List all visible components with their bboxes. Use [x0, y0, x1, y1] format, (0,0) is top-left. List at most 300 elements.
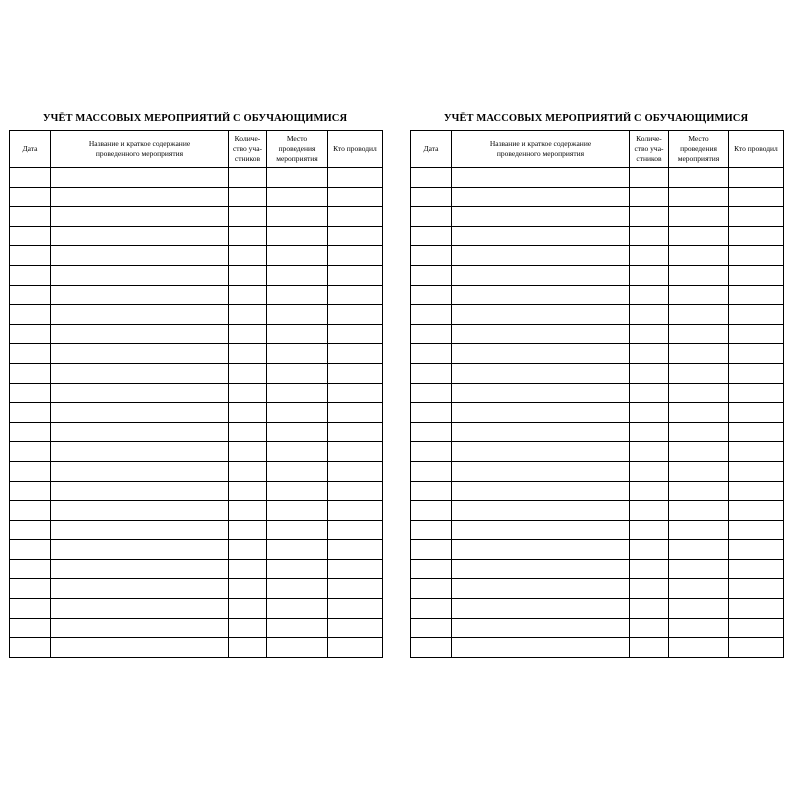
column-header-event-name: Название и краткое содержание проведенного мероприятия [452, 131, 630, 168]
table-cell [51, 638, 229, 658]
table-cell [452, 285, 630, 305]
table-cell [51, 207, 229, 227]
table-cell [411, 559, 452, 579]
table-row [10, 481, 383, 501]
table-cell [229, 187, 267, 207]
table-cell [669, 540, 729, 560]
table-cell [452, 559, 630, 579]
table-cell [452, 187, 630, 207]
table-cell [669, 481, 729, 501]
table-cell [328, 442, 383, 462]
table-cell [452, 442, 630, 462]
table-cell [51, 324, 229, 344]
table-cell [630, 187, 669, 207]
table-cell [669, 599, 729, 619]
table-cell [729, 344, 784, 364]
table-cell [452, 383, 630, 403]
table-cell [229, 265, 267, 285]
table-cell [411, 324, 452, 344]
table-cell [630, 168, 669, 188]
table-cell [328, 187, 383, 207]
table-cell [328, 638, 383, 658]
table-row [411, 265, 784, 285]
column-header-date: Дата [411, 131, 452, 168]
table-cell [328, 540, 383, 560]
table-cell [411, 638, 452, 658]
table-row [411, 168, 784, 188]
table-cell [229, 383, 267, 403]
table-cell [729, 599, 784, 619]
table-cell [729, 442, 784, 462]
column-header-date: Дата [10, 131, 51, 168]
table-cell [328, 461, 383, 481]
table-cell [452, 501, 630, 521]
table-cell [267, 403, 328, 423]
table-row [411, 305, 784, 325]
table-cell [267, 383, 328, 403]
table-cell [328, 618, 383, 638]
table-cell [229, 520, 267, 540]
table-cell [51, 559, 229, 579]
table-cell [229, 422, 267, 442]
table-cell [411, 383, 452, 403]
table-cell [411, 501, 452, 521]
table-row [10, 540, 383, 560]
table-cell [411, 305, 452, 325]
table-cell [10, 618, 51, 638]
table-cell [10, 638, 51, 658]
table-cell [669, 187, 729, 207]
table-cell [630, 305, 669, 325]
table-cell [328, 403, 383, 423]
table-cell [328, 265, 383, 285]
table-cell [729, 579, 784, 599]
table-cell [51, 383, 229, 403]
table-cell [51, 461, 229, 481]
table-cell [328, 422, 383, 442]
table-row [10, 344, 383, 364]
table-cell [669, 520, 729, 540]
table-cell [452, 403, 630, 423]
table-row [411, 579, 784, 599]
table-cell [229, 599, 267, 619]
table-row [411, 246, 784, 266]
table-cell [630, 207, 669, 227]
table-row [10, 305, 383, 325]
table-row [411, 442, 784, 462]
table-cell [452, 265, 630, 285]
table-cell [630, 618, 669, 638]
table-cell [229, 481, 267, 501]
table-cell [267, 638, 328, 658]
table-cell [630, 442, 669, 462]
table-cell [630, 579, 669, 599]
table-row [10, 501, 383, 521]
table-cell [669, 579, 729, 599]
table-cell [411, 422, 452, 442]
table-cell [729, 168, 784, 188]
table-cell [229, 246, 267, 266]
table-cell [229, 305, 267, 325]
table-cell [267, 501, 328, 521]
table-cell [328, 481, 383, 501]
table-cell [411, 520, 452, 540]
table-cell [452, 481, 630, 501]
table-cell [328, 226, 383, 246]
table-cell [10, 599, 51, 619]
table-cell [229, 344, 267, 364]
table-cell [10, 540, 51, 560]
column-header-location: Место проведения мероприятия [669, 131, 729, 168]
table-cell [10, 324, 51, 344]
table-cell [229, 285, 267, 305]
table-row [411, 207, 784, 227]
table-cell [630, 501, 669, 521]
table-cell [267, 559, 328, 579]
table-cell [267, 324, 328, 344]
table-cell [669, 403, 729, 423]
table-row [10, 559, 383, 579]
table-cell [669, 168, 729, 188]
table-cell [630, 324, 669, 344]
table-cell [10, 285, 51, 305]
table-row [10, 226, 383, 246]
table-cell [10, 579, 51, 599]
table-cell [452, 207, 630, 227]
table-cell [51, 226, 229, 246]
table-cell [630, 540, 669, 560]
table-cell [328, 285, 383, 305]
table-cell [411, 344, 452, 364]
table-cell [10, 442, 51, 462]
table-cell [630, 246, 669, 266]
table-cell [729, 638, 784, 658]
table-row [10, 265, 383, 285]
column-header-participants: Количе- ство уча- стников [229, 131, 267, 168]
table-cell [729, 383, 784, 403]
table-cell [729, 324, 784, 344]
table-cell [229, 618, 267, 638]
table-cell [729, 481, 784, 501]
table-cell [411, 599, 452, 619]
table-cell [229, 501, 267, 521]
table-cell [452, 344, 630, 364]
table-cell [729, 246, 784, 266]
table-cell [51, 285, 229, 305]
table-cell [328, 383, 383, 403]
table-cell [10, 520, 51, 540]
table-cell [669, 246, 729, 266]
table-cell [729, 501, 784, 521]
column-header-conducted-by: Кто проводил [729, 131, 784, 168]
table-row [411, 638, 784, 658]
table-cell [328, 520, 383, 540]
table-cell [729, 559, 784, 579]
table-cell [229, 559, 267, 579]
table-cell [411, 285, 452, 305]
table-cell [411, 187, 452, 207]
table-cell [411, 618, 452, 638]
table-cell [411, 246, 452, 266]
table-row [10, 638, 383, 658]
table-header-row [10, 131, 383, 168]
table-row [411, 344, 784, 364]
table-cell [411, 481, 452, 501]
table-cell [452, 246, 630, 266]
table-cell [630, 638, 669, 658]
table-row [10, 324, 383, 344]
table-cell [669, 618, 729, 638]
table-row [411, 226, 784, 246]
page-title: УЧЁТ МАССОВЫХ МЕРОПРИЯТИЙ С ОБУЧАЮЩИМИСЯ [443, 113, 749, 124]
table-row [10, 599, 383, 619]
table-cell [51, 246, 229, 266]
table-row [10, 285, 383, 305]
table-cell [669, 501, 729, 521]
table-cell [630, 461, 669, 481]
table-cell [10, 481, 51, 501]
table-cell [10, 305, 51, 325]
table-cell [267, 265, 328, 285]
table-cell [452, 226, 630, 246]
table-cell [10, 383, 51, 403]
table-row [411, 501, 784, 521]
table-cell [267, 285, 328, 305]
table-cell [669, 559, 729, 579]
table-cell [729, 187, 784, 207]
table-cell [267, 461, 328, 481]
table-cell [452, 638, 630, 658]
table-cell [452, 579, 630, 599]
table-cell [267, 363, 328, 383]
table-cell [51, 599, 229, 619]
table-row [10, 363, 383, 383]
table-cell [630, 265, 669, 285]
table-cell [729, 403, 784, 423]
table-cell [328, 501, 383, 521]
table-body [411, 168, 784, 658]
table-cell [729, 305, 784, 325]
column-header-participants: Количе- ство уча- стников [630, 131, 669, 168]
table-cell [328, 246, 383, 266]
table-cell [267, 540, 328, 560]
table-cell [51, 520, 229, 540]
table-cell [729, 207, 784, 227]
events-table [410, 130, 784, 658]
table-cell [328, 305, 383, 325]
table-cell [328, 324, 383, 344]
table-cell [229, 638, 267, 658]
table-cell [10, 168, 51, 188]
column-header-event-name: Название и краткое содержание проведенного мероприятия [51, 131, 229, 168]
table-cell [630, 344, 669, 364]
table-header-row [411, 131, 784, 168]
table-cell [669, 344, 729, 364]
table-cell [51, 344, 229, 364]
table-cell [411, 461, 452, 481]
table-cell [51, 481, 229, 501]
table-cell [229, 442, 267, 462]
table-row [10, 618, 383, 638]
table-cell [669, 285, 729, 305]
table-row [10, 520, 383, 540]
table-cell [630, 383, 669, 403]
table-cell [10, 265, 51, 285]
table-row [10, 422, 383, 442]
table-cell [10, 246, 51, 266]
table-cell [10, 363, 51, 383]
table-cell [630, 363, 669, 383]
table-row [411, 324, 784, 344]
table-cell [51, 442, 229, 462]
table-cell [630, 520, 669, 540]
table-cell [630, 226, 669, 246]
table-cell [51, 403, 229, 423]
table-cell [229, 579, 267, 599]
table-cell [630, 559, 669, 579]
table-cell [729, 422, 784, 442]
table-cell [267, 168, 328, 188]
table-cell [51, 305, 229, 325]
table-cell [229, 363, 267, 383]
table-cell [267, 579, 328, 599]
table-row [10, 168, 383, 188]
column-header-location: Место проведения мероприятия [267, 131, 328, 168]
table-cell [51, 168, 229, 188]
table-cell [267, 246, 328, 266]
table-cell [267, 618, 328, 638]
table-cell [630, 599, 669, 619]
table-row [411, 520, 784, 540]
table-cell [411, 207, 452, 227]
table-cell [229, 461, 267, 481]
table-cell [10, 461, 51, 481]
table-cell [229, 540, 267, 560]
table-cell [452, 324, 630, 344]
page-title: УЧЁТ МАССОВЫХ МЕРОПРИЯТИЙ С ОБУЧАЮЩИМИСЯ [42, 113, 348, 124]
table-cell [10, 207, 51, 227]
table-cell [229, 207, 267, 227]
column-header-conducted-by: Кто проводил [328, 131, 383, 168]
table-cell [452, 618, 630, 638]
table-row [411, 461, 784, 481]
table-cell [669, 265, 729, 285]
table-row [10, 383, 383, 403]
table-cell [267, 520, 328, 540]
table-row [411, 599, 784, 619]
table-cell [452, 305, 630, 325]
table-cell [51, 363, 229, 383]
table-cell [729, 265, 784, 285]
table-cell [452, 520, 630, 540]
table-row [411, 285, 784, 305]
table-cell [411, 540, 452, 560]
table-cell [267, 226, 328, 246]
table-cell [729, 363, 784, 383]
table-row [10, 403, 383, 423]
table-row [411, 187, 784, 207]
table-cell [328, 363, 383, 383]
table-row [10, 442, 383, 462]
table-cell [452, 363, 630, 383]
table-cell [51, 187, 229, 207]
table-body [10, 168, 383, 658]
table-cell [452, 599, 630, 619]
table-cell [411, 363, 452, 383]
table-cell [630, 285, 669, 305]
table-cell [729, 618, 784, 638]
table-row [411, 559, 784, 579]
table-cell [328, 579, 383, 599]
table-cell [630, 422, 669, 442]
table-cell [267, 442, 328, 462]
table-cell [452, 461, 630, 481]
table-row [411, 481, 784, 501]
table-cell [411, 403, 452, 423]
table-cell [669, 226, 729, 246]
events-table [9, 130, 383, 658]
table-cell [669, 422, 729, 442]
table-cell [669, 442, 729, 462]
table-cell [729, 540, 784, 560]
table-cell [411, 442, 452, 462]
table-cell [452, 540, 630, 560]
table-cell [669, 305, 729, 325]
table-cell [729, 226, 784, 246]
table-cell [669, 363, 729, 383]
table-row [10, 246, 383, 266]
table-row [10, 207, 383, 227]
table-cell [630, 481, 669, 501]
table-cell [729, 461, 784, 481]
table-cell [630, 403, 669, 423]
table-cell [669, 461, 729, 481]
table-cell [51, 422, 229, 442]
table-cell [10, 187, 51, 207]
table-cell [267, 599, 328, 619]
table-cell [669, 207, 729, 227]
table-cell [10, 226, 51, 246]
table-cell [669, 638, 729, 658]
table-cell [328, 168, 383, 188]
table-cell [411, 265, 452, 285]
table-cell [51, 501, 229, 521]
table-cell [669, 383, 729, 403]
table-cell [267, 344, 328, 364]
table-cell [229, 168, 267, 188]
table-cell [229, 403, 267, 423]
table-row [10, 187, 383, 207]
table-cell [10, 422, 51, 442]
table-row [411, 403, 784, 423]
table-row [411, 363, 784, 383]
table-cell [10, 501, 51, 521]
table-cell [267, 305, 328, 325]
table-cell [51, 579, 229, 599]
table-row [10, 579, 383, 599]
table-cell [328, 559, 383, 579]
table-cell [267, 187, 328, 207]
table-cell [411, 579, 452, 599]
table-cell [452, 168, 630, 188]
table-cell [51, 618, 229, 638]
table-cell [51, 265, 229, 285]
table-row [411, 422, 784, 442]
table-cell [729, 285, 784, 305]
table-row [411, 618, 784, 638]
table-cell [411, 226, 452, 246]
table-cell [267, 481, 328, 501]
